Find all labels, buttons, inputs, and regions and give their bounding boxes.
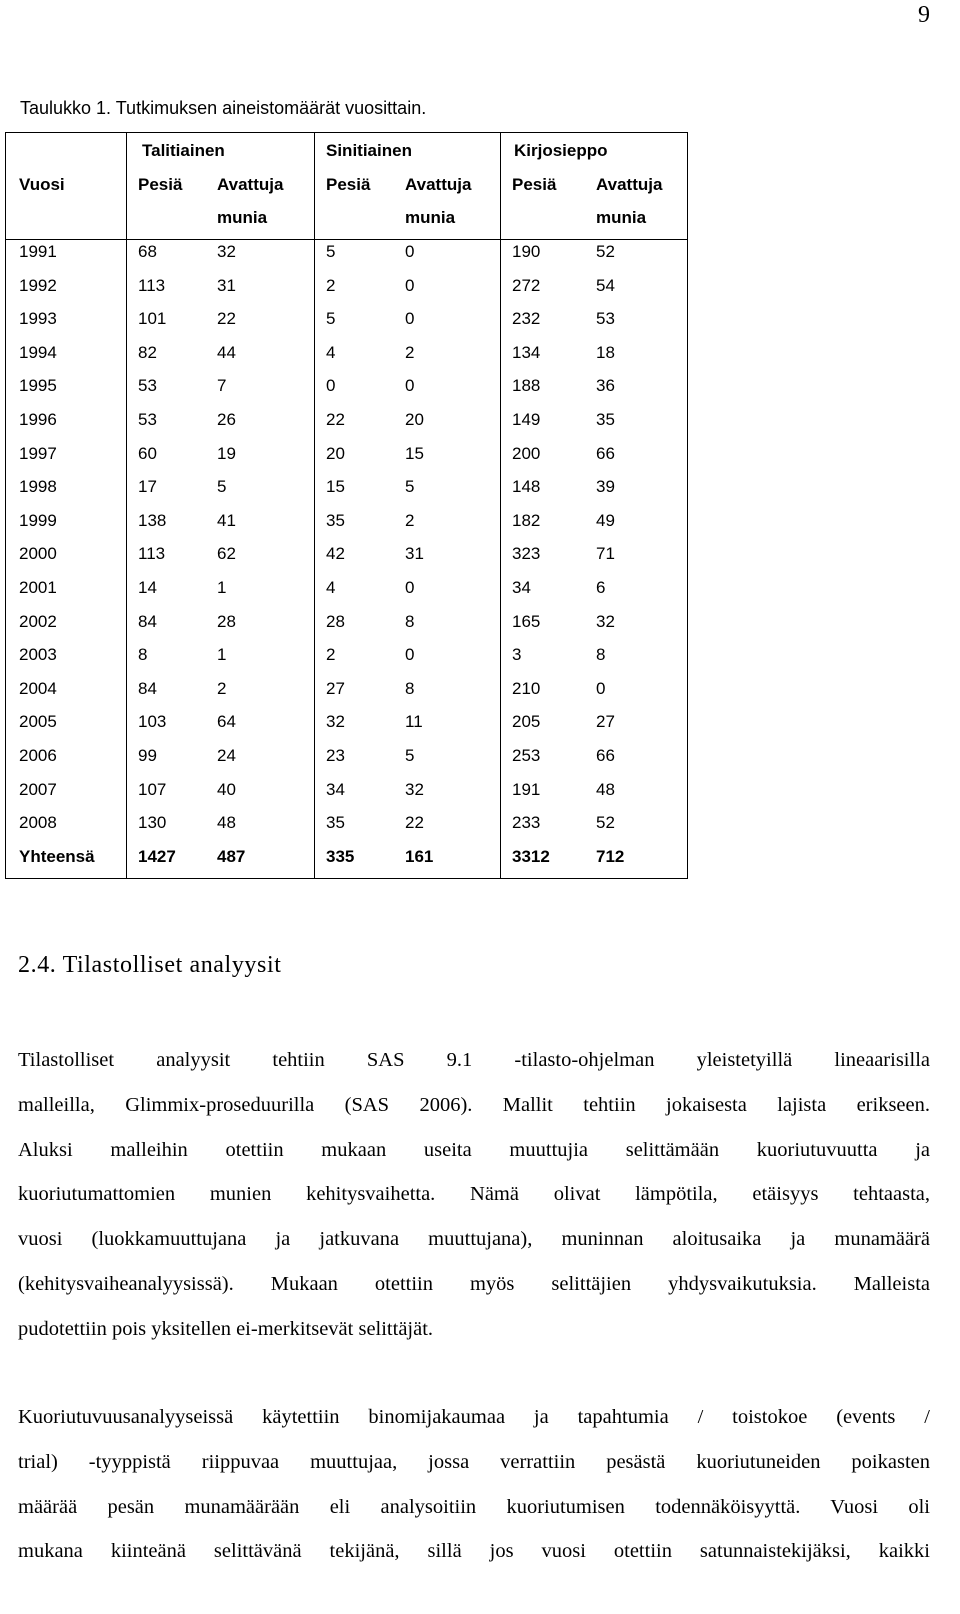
sinitiainen-avattuja-cell: 15 — [405, 443, 424, 463]
kirjosieppo-avattuja-cell: 18 — [596, 342, 615, 362]
header-pesia: Pesiä — [326, 175, 371, 194]
sinitiainen-avattuja-cell: 8 — [405, 611, 415, 631]
sinitiainen-pesia-cell: 27 — [326, 678, 345, 698]
talitiainen-pesia-cell: 103 — [138, 712, 167, 732]
sinitiainen-pesia-cell: 2 — [326, 645, 336, 665]
talitiainen-pesia-cell: 68 — [138, 242, 157, 261]
column-divider — [126, 133, 127, 878]
talitiainen-pesia-cell: 107 — [138, 779, 167, 799]
year-cell: 2002 — [19, 611, 57, 631]
year-cell: 1992 — [19, 275, 57, 295]
talitiainen-avattuja-cell: 31 — [217, 275, 236, 295]
sinitiainen-avattuja-cell: 20 — [405, 410, 424, 429]
header-munia: munia — [217, 208, 268, 227]
paragraph-line: vuosi (luokkamuuttujana ja jatkuvana muuttujana), muninnan aloitusaika ja munamäärä — [18, 1228, 930, 1251]
talitiainen-pesia-cell: 138 — [138, 510, 167, 530]
year-cell: 2001 — [19, 578, 57, 597]
kirjosieppo-avattuja-cell: 48 — [596, 779, 615, 799]
kirjosieppo-pesia-cell: 253 — [512, 746, 541, 765]
header-munia: munia — [596, 208, 647, 227]
talitiainen-avattuja-cell: 19 — [217, 443, 236, 463]
talitiainen-avattuja-cell: 22 — [217, 309, 236, 329]
table-caption: Taulukko 1. Tutkimuksen aineistomäärät vuosittain. — [20, 98, 427, 118]
talitiainen-pesia-cell: 84 — [138, 678, 157, 698]
kirjosieppo-pesia-cell: 149 — [512, 410, 541, 429]
sinitiainen-pesia-cell: 4 — [326, 342, 336, 362]
kirjosieppo-pesia-cell: 190 — [512, 242, 541, 261]
talitiainen-pesia-cell: 101 — [138, 309, 167, 329]
talitiainen-avattuja-total: 487 — [217, 846, 246, 866]
sinitiainen-avattuja-cell: 32 — [405, 779, 424, 799]
sinitiainen-pesia-cell: 35 — [326, 813, 345, 833]
kirjosieppo-pesia-cell: 210 — [512, 678, 541, 698]
year-cell: 2004 — [19, 678, 57, 698]
year-cell: 1991 — [19, 242, 57, 261]
sinitiainen-avattuja-cell: 8 — [405, 678, 415, 698]
talitiainen-avattuja-cell: 64 — [217, 712, 236, 732]
paragraph-line: trial) -tyyppistä riippuvaa muuttujaa, jossa verrattiin pesästä kuoriutuneiden poikasten — [18, 1450, 930, 1473]
sinitiainen-avattuja-cell: 0 — [405, 309, 415, 329]
talitiainen-avattuja-cell: 40 — [217, 779, 236, 799]
paragraph-line: pudotettiin pois yksitellen ei-merkitsevät selittäjät. — [18, 1317, 434, 1340]
talitiainen-pesia-cell: 113 — [138, 544, 166, 564]
header-avattuja: Avattuja — [405, 175, 472, 194]
species-header-kirjosieppo: Kirjosieppo — [514, 141, 608, 160]
kirjosieppo-avattuja-cell: 27 — [596, 712, 615, 732]
year-cell: 1996 — [19, 410, 57, 429]
kirjosieppo-pesia-cell: 165 — [512, 611, 541, 631]
sinitiainen-avattuja-cell: 0 — [405, 242, 415, 261]
year-cell: 2005 — [19, 712, 57, 732]
talitiainen-avattuja-cell: 26 — [217, 410, 236, 429]
talitiainen-avattuja-cell: 1 — [217, 645, 227, 665]
talitiainen-pesia-cell: 113 — [138, 275, 166, 295]
kirjosieppo-pesia-cell: 200 — [512, 443, 541, 463]
sinitiainen-pesia-cell: 4 — [326, 578, 336, 597]
year-cell: 1998 — [19, 477, 57, 497]
kirjosieppo-avattuja-cell: 49 — [596, 510, 615, 530]
sinitiainen-avattuja-cell: 11 — [405, 712, 423, 732]
paragraph-line: Kuoriutuvuusanalyyseissä käytettiin binomijakaumaa ja tapahtumia / toistokoe (events / — [18, 1406, 930, 1428]
talitiainen-avattuja-cell: 32 — [217, 242, 236, 261]
kirjosieppo-avattuja-cell: 54 — [596, 275, 615, 295]
sinitiainen-avattuja-cell: 5 — [405, 746, 415, 765]
talitiainen-pesia-cell: 53 — [138, 376, 157, 396]
talitiainen-avattuja-cell: 2 — [217, 678, 227, 698]
sinitiainen-pesia-cell: 0 — [326, 376, 336, 396]
kirjosieppo-pesia-cell: 323 — [512, 544, 541, 564]
talitiainen-pesia-cell: 17 — [138, 477, 157, 497]
sinitiainen-pesia-cell: 2 — [326, 275, 336, 295]
kirjosieppo-avattuja-cell: 36 — [596, 376, 615, 396]
header-avattuja: Avattuja — [217, 175, 284, 194]
talitiainen-avattuja-cell: 24 — [217, 746, 236, 765]
paragraph-line: (kehitysvaiheanalyysissä). Mukaan otettiin myös selittäjien yhdysvaikutuksia. Malleista — [18, 1272, 930, 1295]
kirjosieppo-pesia-cell: 134 — [512, 342, 541, 362]
talitiainen-avattuja-cell: 1 — [217, 578, 227, 597]
data-table — [5, 132, 688, 879]
year-cell: 1999 — [19, 510, 57, 530]
kirjosieppo-avattuja-cell: 0 — [596, 678, 606, 698]
kirjosieppo-avattuja-total: 712 — [596, 846, 625, 866]
kirjosieppo-avattuja-cell: 8 — [596, 645, 606, 665]
paragraph-line: kuoriutumattomien munien kehitysvaihetta. Nämä olivat lämpötila, etäisyys tehtaasta, — [18, 1183, 930, 1206]
species-header-sinitiainen: Sinitiainen — [326, 141, 412, 160]
talitiainen-pesia-cell: 60 — [138, 443, 157, 463]
paragraph-hatching-analysis — [18, 1395, 930, 1574]
year-cell: 2000 — [19, 544, 57, 564]
section-heading: 2.4. Tilastolliset analyysit — [18, 952, 282, 978]
talitiainen-pesia-cell: 14 — [138, 578, 157, 597]
talitiainen-pesia-total: 1427 — [138, 846, 176, 866]
paragraph-statistical-methods — [18, 1038, 930, 1352]
sinitiainen-pesia-cell: 35 — [326, 510, 345, 530]
header-pesia: Pesiä — [512, 175, 557, 194]
sinitiainen-avattuja-cell: 0 — [405, 645, 415, 665]
kirjosieppo-avattuja-cell: 66 — [596, 443, 615, 463]
paragraph-line: mukana kiinteänä selittävänä tekijänä, sillä jos vuosi otettiin satunnaistekijäksi, kaikki — [18, 1540, 930, 1563]
column-divider — [500, 133, 501, 878]
kirjosieppo-pesia-cell: 34 — [512, 578, 531, 597]
year-cell: 1994 — [19, 342, 57, 362]
kirjosieppo-avattuja-cell: 35 — [596, 410, 615, 429]
kirjosieppo-avattuja-cell: 66 — [596, 746, 615, 765]
year-cell: 1993 — [19, 309, 57, 329]
kirjosieppo-pesia-cell: 233 — [512, 813, 541, 833]
kirjosieppo-avattuja-cell: 32 — [596, 611, 615, 631]
sinitiainen-pesia-cell: 34 — [326, 779, 345, 799]
paragraph-line: määrää pesän munamäärään eli analysoitiin kuoriutumisen todennäköisyyttä. Vuosi oli — [18, 1495, 930, 1518]
year-cell: 2006 — [19, 746, 57, 765]
sinitiainen-avattuja-cell: 31 — [405, 544, 424, 564]
sinitiainen-pesia-cell: 28 — [326, 611, 345, 631]
sinitiainen-avattuja-cell: 2 — [405, 510, 415, 530]
kirjosieppo-avattuja-cell: 71 — [596, 544, 615, 564]
kirjosieppo-pesia-cell: 148 — [512, 477, 541, 497]
header-pesia: Pesiä — [138, 175, 183, 194]
page-number: 9 — [918, 2, 930, 28]
sinitiainen-avattuja-cell: 5 — [405, 477, 415, 497]
year-cell: 2008 — [19, 813, 57, 833]
kirjosieppo-pesia-cell: 232 — [512, 309, 541, 329]
sinitiainen-pesia-cell: 5 — [326, 242, 336, 261]
talitiainen-pesia-cell: 84 — [138, 611, 157, 631]
kirjosieppo-pesia-total: 3312 — [512, 846, 550, 866]
year-header: Vuosi — [19, 175, 65, 194]
talitiainen-avattuja-cell: 41 — [217, 510, 236, 530]
kirjosieppo-pesia-cell: 205 — [512, 712, 541, 732]
talitiainen-pesia-cell: 130 — [138, 813, 167, 833]
sinitiainen-pesia-cell: 5 — [326, 309, 336, 329]
sinitiainen-pesia-cell: 20 — [326, 443, 345, 463]
year-cell: 1997 — [19, 443, 57, 463]
paragraph-line: Tilastolliset analyysit tehtiin SAS 9.1 -tilasto-ohjelman yleistetyillä lineaarisilla — [18, 1049, 930, 1071]
header-munia: munia — [405, 208, 456, 227]
kirjosieppo-pesia-cell: 3 — [512, 645, 522, 665]
talitiainen-pesia-cell: 8 — [138, 645, 148, 665]
kirjosieppo-pesia-cell: 188 — [512, 376, 541, 396]
talitiainen-pesia-cell: 99 — [138, 746, 157, 765]
kirjosieppo-avattuja-cell: 53 — [596, 309, 615, 329]
sinitiainen-avattuja-total: 161 — [405, 846, 434, 866]
header-divider — [6, 239, 687, 240]
year-cell: 1995 — [19, 376, 57, 396]
kirjosieppo-avattuja-cell: 39 — [596, 477, 615, 497]
talitiainen-avattuja-cell: 44 — [217, 342, 236, 362]
talitiainen-avattuja-cell: 28 — [217, 611, 236, 631]
sinitiainen-pesia-cell: 23 — [326, 746, 345, 765]
year-cell: 2003 — [19, 645, 57, 665]
sinitiainen-pesia-cell: 42 — [326, 544, 345, 564]
talitiainen-pesia-cell: 53 — [138, 410, 157, 429]
sinitiainen-avattuja-cell: 22 — [405, 813, 424, 833]
column-divider — [314, 133, 315, 878]
kirjosieppo-pesia-cell: 191 — [512, 779, 541, 799]
sinitiainen-avattuja-cell: 2 — [405, 342, 415, 362]
talitiainen-avattuja-cell: 48 — [217, 813, 236, 833]
kirjosieppo-avattuja-cell: 52 — [596, 242, 615, 261]
year-cell: 2007 — [19, 779, 57, 799]
paragraph-line: Aluksi malleihin otettiin mukaan useita muuttujia selittämään kuoriutuvuutta ja — [18, 1138, 930, 1161]
header-avattuja: Avattuja — [596, 175, 663, 194]
total-label: Yhteensä — [19, 846, 95, 866]
talitiainen-avattuja-cell: 5 — [217, 477, 227, 497]
talitiainen-avattuja-cell: 7 — [217, 376, 227, 396]
species-header-talitiainen: Talitiainen — [142, 141, 225, 160]
sinitiainen-pesia-cell: 32 — [326, 712, 345, 732]
paragraph-line: malleilla, Glimmix-proseduurilla (SAS 2006). Mallit tehtiin jokaisesta lajista erikseen. — [18, 1093, 930, 1116]
kirjosieppo-pesia-cell: 182 — [512, 510, 541, 530]
talitiainen-pesia-cell: 82 — [138, 342, 157, 362]
sinitiainen-avattuja-cell: 0 — [405, 275, 415, 295]
sinitiainen-pesia-cell: 22 — [326, 410, 345, 429]
kirjosieppo-avattuja-cell: 52 — [596, 813, 615, 833]
sinitiainen-avattuja-cell: 0 — [405, 578, 415, 597]
kirjosieppo-avattuja-cell: 6 — [596, 578, 606, 597]
kirjosieppo-pesia-cell: 272 — [512, 275, 541, 295]
sinitiainen-avattuja-cell: 0 — [405, 376, 415, 396]
talitiainen-avattuja-cell: 62 — [217, 544, 236, 564]
sinitiainen-pesia-cell: 15 — [326, 477, 345, 497]
sinitiainen-pesia-total: 335 — [326, 846, 355, 866]
